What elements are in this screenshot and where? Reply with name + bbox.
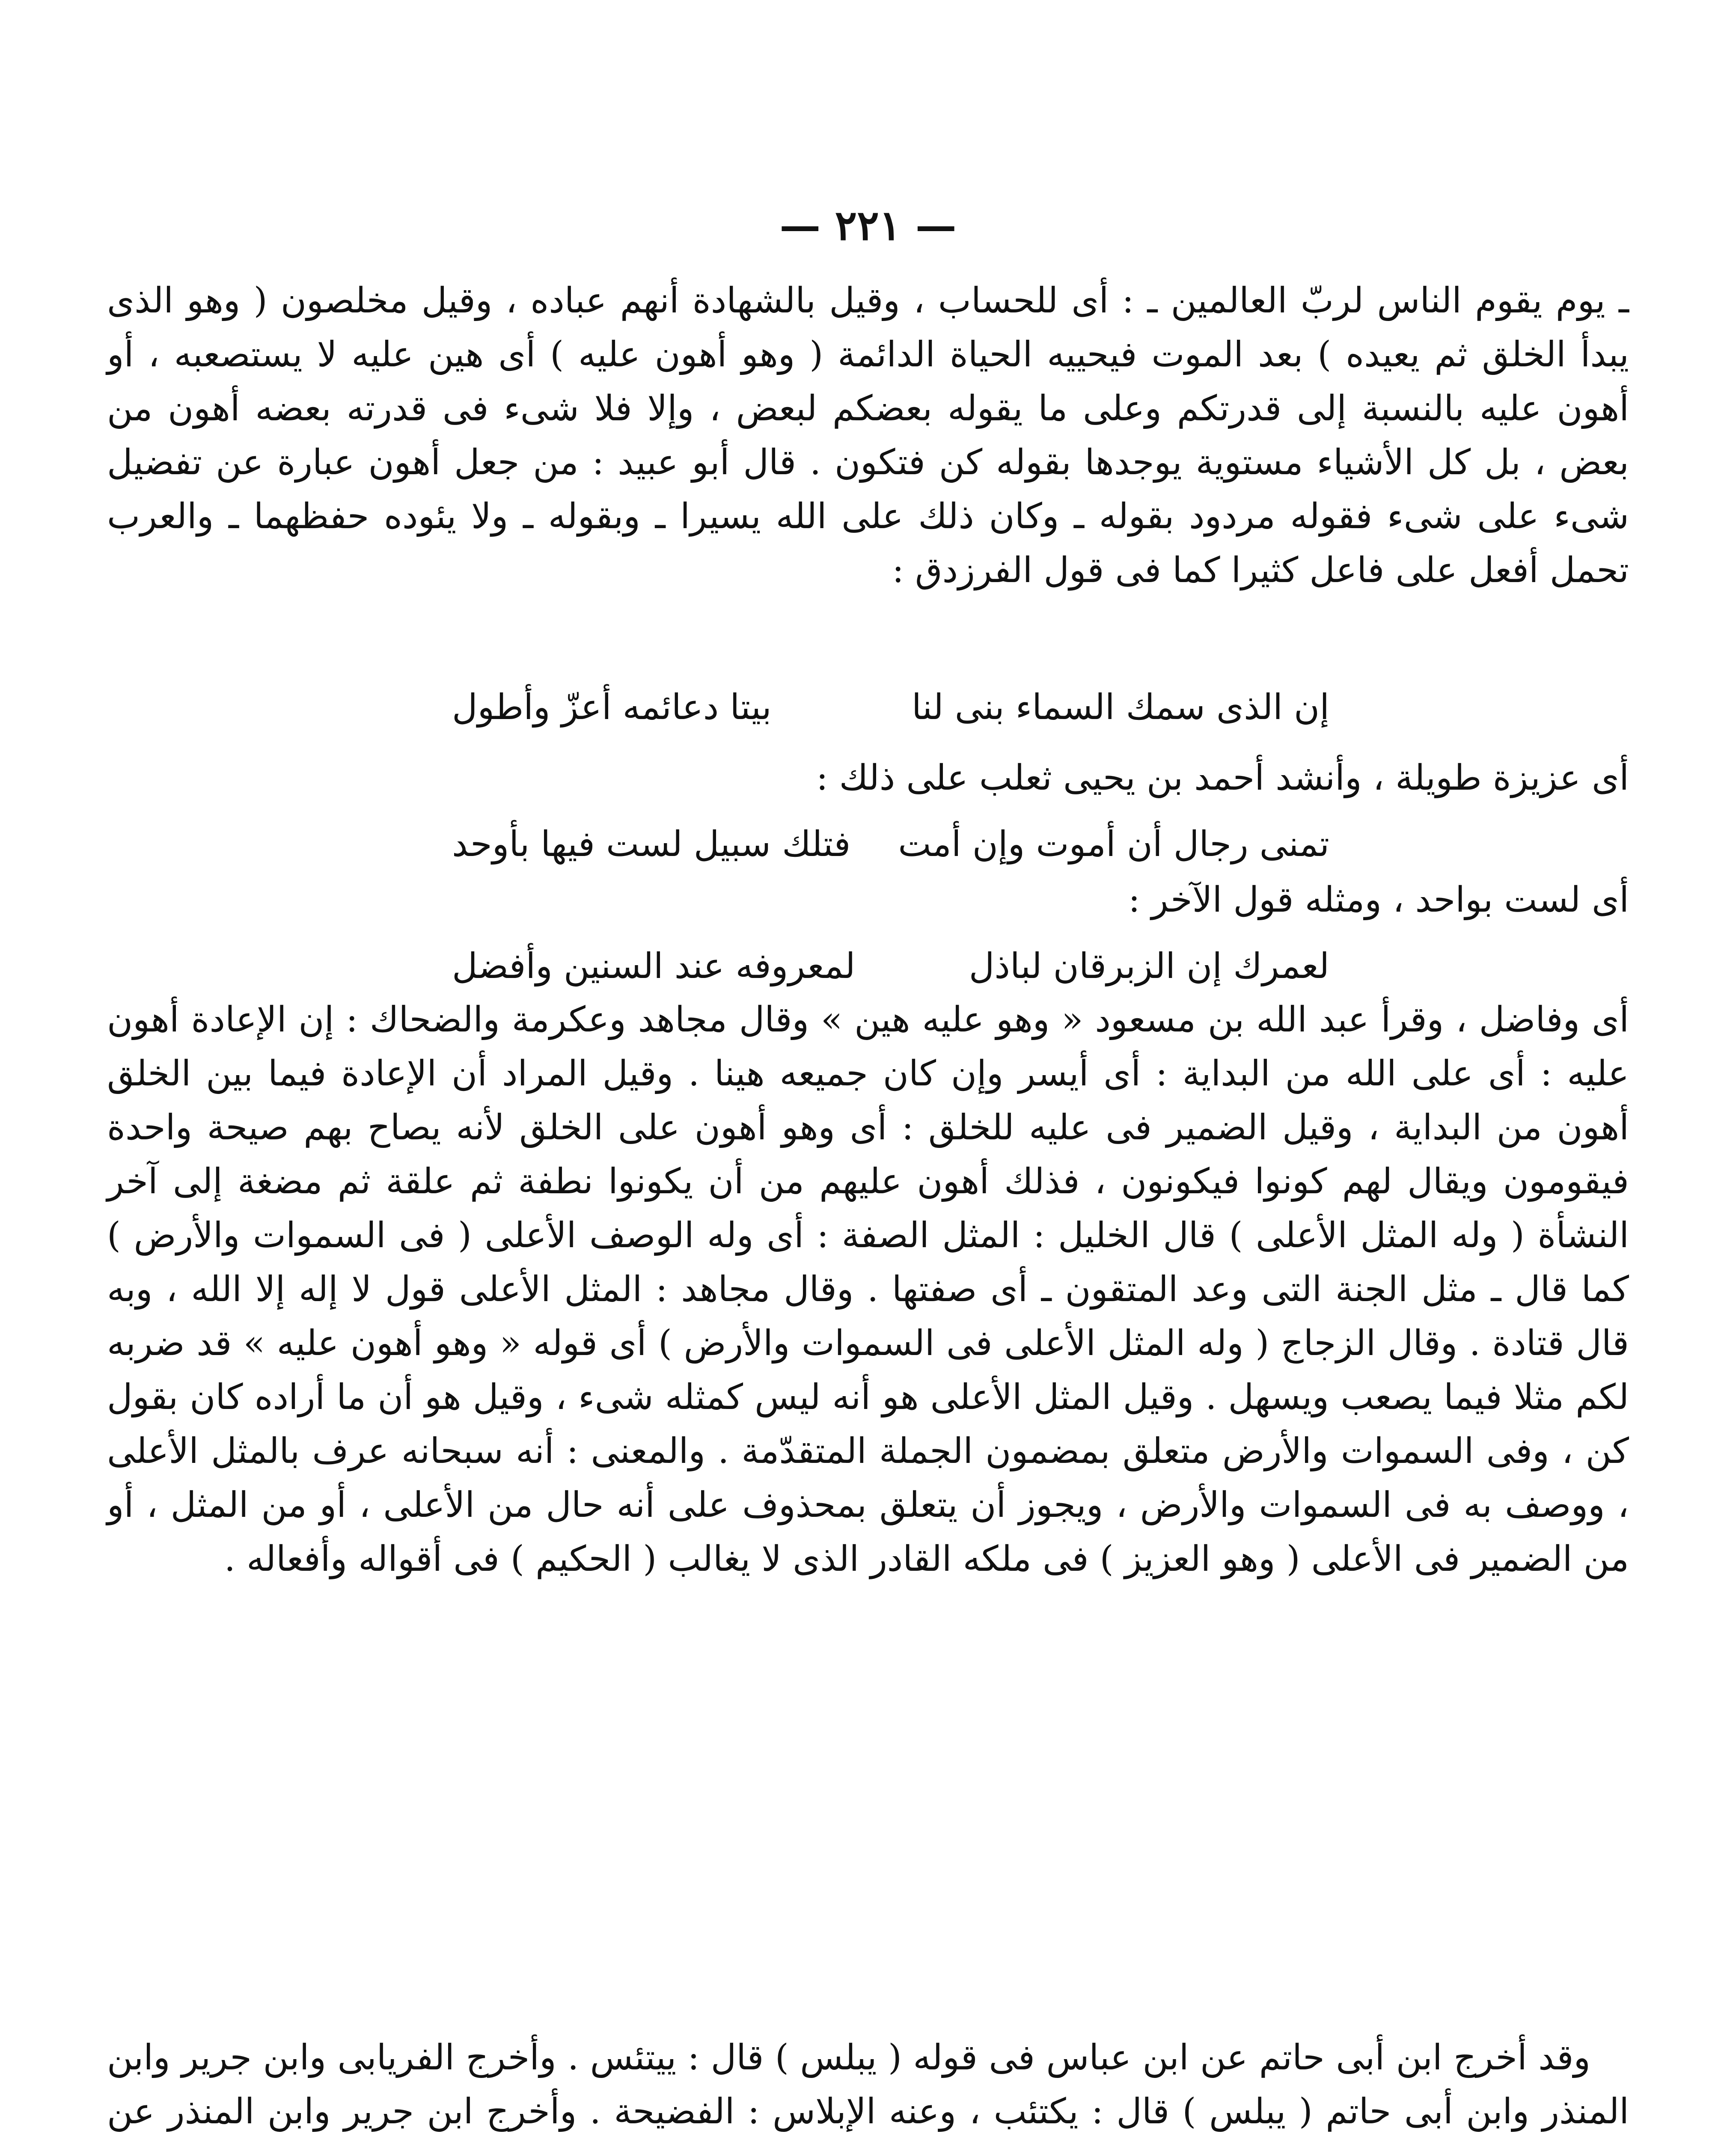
- paragraph-text: ـ يوم يقوم الناس لربّ العالمين ـ : أى للحساب ، وقيل بالشهادة أنهم عباده ، وقيل مخلصون ( وهو الذى يبدأ الخلق ثم يعيده ) بعد الموت فيحييه الحياة الدائمة ( وهو أهون عليه ) أى هين عليه لا يستصعبه ، أو أهون عليه بالنسبة إلى قدرتكم وعلى ما يقوله بعضكم لبعض ، وإلا فلا شىء فى قدرته بعضه أهون من بعض ، بل كل الأشياء مستوية يوجدها بقوله كن فتكون . قال أبو عبيد : من جعل أهون عبارة عن تفضيل شىء على شىء فقوله مردود بقوله ـ وكان ذلك على الله يسيرا ـ وبقوله ـ ولا يئوده حفظهما ـ والعرب تحمل أفعل على فاعل كثيرا كما فى قول الفرزدق :: [107, 280, 1629, 591]
- verse-first-hemistich: لعمرك إن الزبرقان لباذل: [969, 946, 1329, 987]
- bridge-line-1: أى عزيزة طويلة ، وأنشد أحمد بن يحيى ثعلب على ذلك :: [816, 758, 1629, 798]
- paragraph-commentary: [107, 993, 1629, 1586]
- verse-first-hemistich: تمنى رجال أن أموت وإن أمت: [898, 824, 1329, 865]
- verse-second-hemistich: لمعروفه عند السنين وأفضل: [452, 946, 856, 987]
- verse-second-hemistich: بيتا دعائمه أعزّ وأطول: [452, 687, 772, 728]
- poetry-verse-other: [452, 939, 1329, 993]
- paragraph-hadith-reports: [107, 2031, 1629, 2140]
- paragraph-intro: [107, 274, 1629, 597]
- page-number: — ٢٢١ —: [779, 201, 957, 250]
- paragraph-text: أى وفاضل ، وقرأ عبد الله بن مسعود « وهو عليه هين » وقال مجاهد وعكرمة والضحاك : إن الإعادة أهون عليه : أى على الله من البداية : أى أيسر وإن كان جميعه هينا . وقيل المراد أن الإعادة فيما بين الخلق أهون من البداية ، وقيل الضمير فى عليه للخلق : أى وهو أهون على الخلق لأنه يصاح بهم صيحة واحدة فيقومون ويقال لهم كونوا فيكونون ، فذلك أهون عليهم من أن يكونوا نطفة ثم علقة ثم مضغة إلى آخر النشأة ( وله المثل الأعلى ) قال الخليل : المثل الصفة : أى وله الوصف الأعلى ( فى السموات والأرض ) كما قال ـ مثل الجنة التى وعد المتقون ـ أى صفتها . وقال مجاهد : المثل الأعلى قول لا إله إلا الله ، وبه قال قتادة . وقال الزجاج ( وله المثل الأعلى فى السموات والأرض ) أى قوله « وهو أهون عليه » قد ضربه لكم مثلا فيما يصعب ويسهل . وقيل المثل الأعلى هو أنه ليس كمثله شىء ، وقيل هو أن ما أراده كان بقول كن ، وفى السموات والأرض متعلق بمضمون الجملة المتقدّمة . والمعنى : أنه سبحانه عرف بالمثل الأعلى ، ووصف به فى السموات والأرض ، ويجوز أن يتعلق بمحذوف على أنه حال من الأعلى ، أو من المثل ، أو من الضمير فى الأعلى ( وهو العزيز ) فى ملكه القادر الذى لا يغالب ( الحكيم ) فى أقواله وأفعاله .: [107, 999, 1629, 1579]
- bridge-line-2: أى لست بواحد ، ومثله قول الآخر :: [1128, 880, 1629, 920]
- paragraph-text: وقد أخرج ابن أبى حاتم عن ابن عباس فى قوله ( يبلس ) قال : ييتئس . وأخرج الفريابى وابن جرير وابن المنذر وابن أبى حاتم ( يبلس ) قال : يكتئب ، وعنه الإبلاس : الفضيحة . وأخرج ابن جرير وابن المنذر عن: [107, 2037, 1629, 2132]
- verse-first-hemistich: إن الذى سمك السماء بنى لنا: [911, 687, 1329, 728]
- poetry-verse-farazdaq: [452, 681, 1329, 734]
- verse-second-hemistich: فتلك سبيل لست فيها بأوحد: [452, 824, 851, 865]
- poetry-verse-thalab: [452, 817, 1329, 871]
